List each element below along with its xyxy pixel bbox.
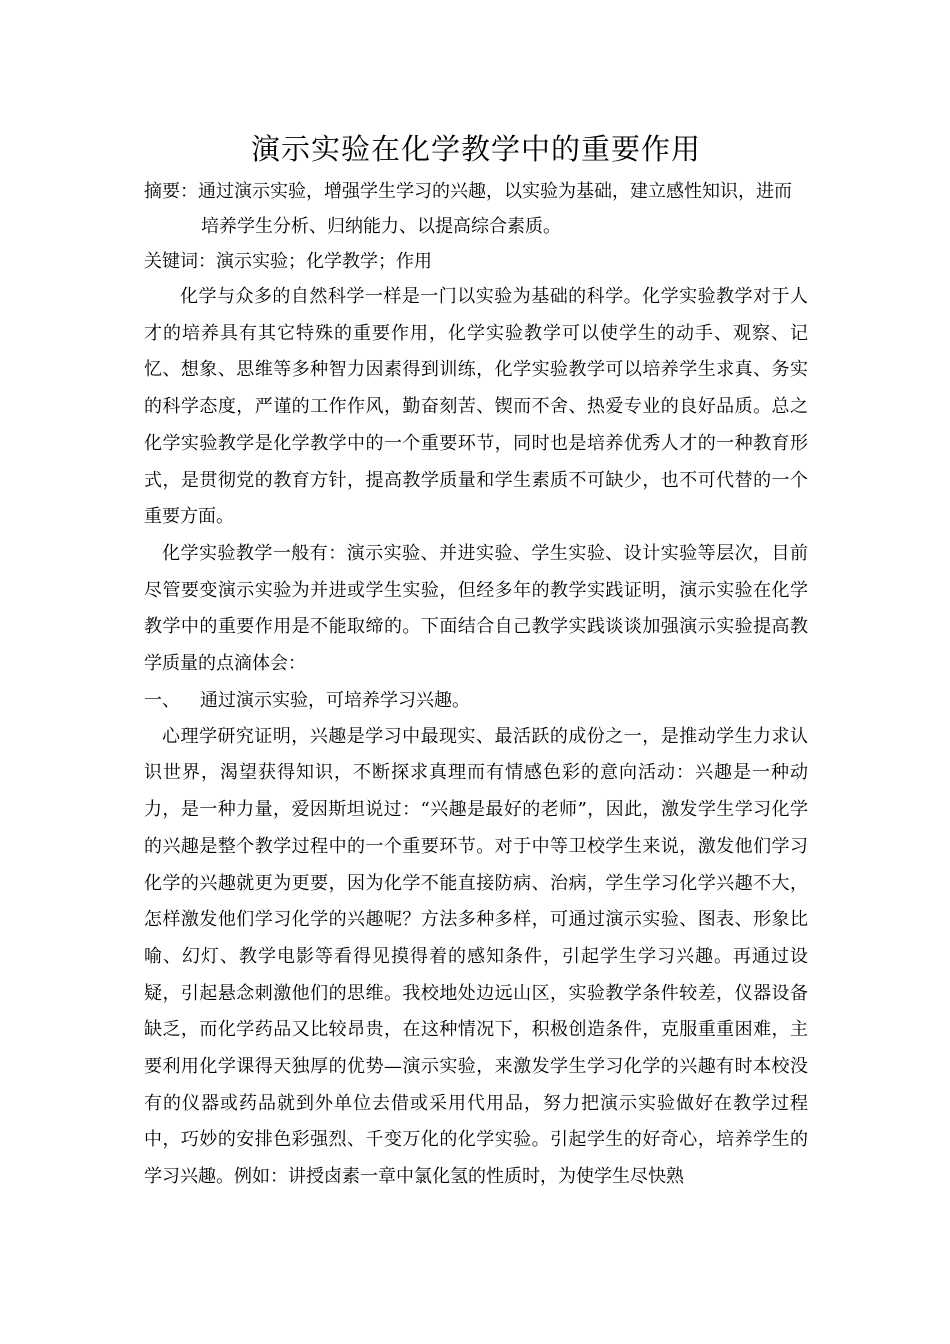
section-heading-1 bbox=[144, 683, 808, 719]
keywords: 关键词：演示实验；化学教学；作用 bbox=[144, 251, 432, 272]
section-heading-text: 通过演示实验，可培养学习兴趣。 bbox=[200, 689, 470, 711]
abstract-line-2: 培养学生分析、归纳能力、以提高综合素质。 bbox=[201, 216, 561, 237]
document-page bbox=[144, 128, 808, 1196]
section-1-paragraph: 心理学研究证明，兴趣是学习中最现实、最活跃的成份之一，是推动学生力求认识世界，渴望获得知识，不断探求真理而有情感色彩的意向活动：兴趣是一种动力，是一种力量，爱因斯坦说过：“兴趣是最好的老师”，因此，激发学生学习化学的兴趣是整个教学过程中的一个重要环节。对于中等卫校学生来说，激发他们学习化学的兴趣就更为更要，因为化学不能直接防病、治病，学生学习化学兴趣不大，怎样激发他们学习化学的兴趣呢？方法多种多样，可通过演示实验、图表、形象比喻、幻灯、教学电影等看得见摸得着的感知条件，引起学生学习兴趣。再通过设疑，引起悬念刺激他们的思维。我校地处边远山区，实验教学条件较差，仪器设备缺乏，而化学药品又比较昂贵，在这种情况下，积极创造条件，克服重重困难，主要利用化学课得天独厚的优势—演示实验，来激发学生学习化学的兴趣有时本校没有的仪器或药品就到外单位去借或采用代用品，努力把演示实验做好在教学过程中，巧妙的安排色彩强烈、千变万化的化学实验。引起学生的好奇心，培养学生的学习兴趣。例如：讲授卤素一章中氯化氢的性质时，为使学生尽快熟 bbox=[144, 725, 808, 1188]
body-paragraph-1: 化学与众多的自然科学一样是一门以实验为基础的科学。化学实验教学对于人才的培养具有其它特殊的重要作用，化学实验教学可以使学生的动手、观察、记忆、想象、思维等多种智力因素得到训练，化学实验教学可以培养学生求真、务实的科学态度，严谨的工作作风，勤奋刻苦、锲而不舍、热爱专业的良好品质。总之化学实验教学是化学教学中的一个重要环节，同时也是培养优秀人才的一种教育形式，是贯彻党的教育方针，提高教学质量和学生素质不可缺少，也不可代替的一个重要方面。 bbox=[144, 286, 808, 528]
document-title: 演示实验在化学教学中的重要作用 bbox=[250, 132, 701, 166]
abstract-line-1: 摘要：通过演示实验，增强学生学习的兴趣，以实验为基础，建立感性知识，进而 bbox=[144, 181, 792, 202]
body-paragraph-2: 化学实验教学一般有：演示实验、并进实验、学生实验、设计实验等层次，目前尽管要变演示实验为并进或学生实验，但经多年的教学实践证明，演示实验在化学教学中的重要作用是不能取缔的。下面结合自己教学实践谈谈加强演示实验提高教学质量的点滴体会： bbox=[144, 542, 808, 675]
section-number: 一、 bbox=[144, 689, 180, 711]
